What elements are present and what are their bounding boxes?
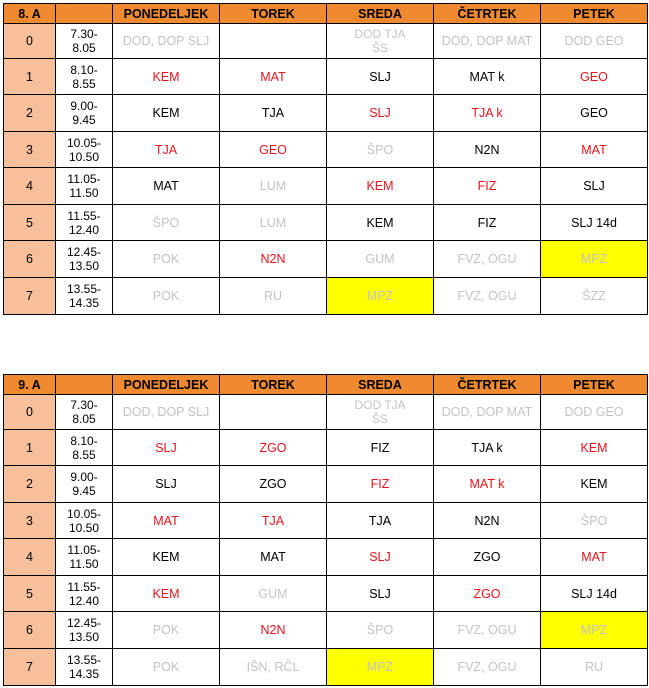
period-number: 7 — [4, 278, 56, 315]
lesson-cell-wednesday: ŠPO — [327, 132, 434, 168]
lesson-cell-thursday: DOD, DOP MAT — [434, 395, 541, 430]
lesson-cell-tuesday: IŠN, RČL — [220, 649, 327, 686]
lesson-row — [4, 539, 648, 576]
lesson-cell-wednesday: KEM — [327, 205, 434, 241]
lesson-cell-monday: KEM — [113, 95, 220, 132]
period-number: 1 — [4, 430, 56, 466]
period-number: 0 — [4, 24, 56, 59]
period-number: 4 — [4, 168, 56, 205]
period-time-start: 11.55- — [67, 579, 101, 594]
lesson-cell-tuesday: TJA — [220, 503, 327, 539]
time-header — [56, 4, 113, 24]
lesson-cell-line: DOD TJA — [354, 398, 406, 412]
lesson-cell-wednesday: MPZ — [327, 278, 434, 315]
lesson-cell-monday: POK — [113, 649, 220, 686]
day-header-tuesday: TOREK — [220, 375, 327, 395]
header-row — [4, 375, 648, 395]
lesson-cell-tuesday: MAT — [220, 539, 327, 576]
period-time-end: 11.50 — [69, 186, 99, 200]
period-time-end: 8.55 — [72, 447, 96, 462]
period-number: 3 — [4, 132, 56, 168]
lesson-cell-friday: MAT — [541, 132, 648, 168]
lesson-cell-friday: MPZ — [541, 241, 648, 278]
lesson-cell-line: DOD TJA — [354, 27, 406, 41]
lesson-cell-thursday: N2N — [434, 503, 541, 539]
lesson-row — [4, 395, 648, 430]
header-row — [4, 4, 648, 24]
day-header-monday: PONEDELJEK — [113, 375, 220, 395]
class-label: 8. A — [4, 4, 56, 24]
lesson-cell-friday: RU — [541, 649, 648, 686]
period-time-start: 13.55- — [66, 282, 102, 296]
period-time — [56, 24, 113, 59]
period-time — [56, 539, 113, 576]
lesson-row — [4, 612, 648, 649]
period-time — [56, 395, 113, 430]
period-time-end: 8.55 — [72, 76, 96, 91]
day-header-thursday: ČETRTEK — [434, 4, 541, 24]
lesson-cell-thursday: ZGO — [434, 576, 541, 612]
lesson-cell-monday: MAT — [113, 168, 220, 205]
period-number: 7 — [4, 649, 56, 686]
lesson-row — [4, 430, 648, 466]
lesson-cell-thursday: FIZ — [434, 205, 541, 241]
period-time-start: 11.55- — [67, 208, 101, 223]
period-number: 0 — [4, 395, 56, 430]
lesson-cell-monday: KEM — [113, 539, 220, 576]
period-time-end: 12.40 — [68, 222, 100, 237]
lesson-cell-thursday: ZGO — [434, 539, 541, 576]
period-time — [56, 430, 113, 466]
lesson-cell-tuesday: LUM — [220, 205, 327, 241]
period-time-end: 10.50 — [68, 520, 100, 535]
period-time-start: 11.05- — [67, 543, 101, 557]
lesson-cell-thursday: N2N — [434, 132, 541, 168]
lesson-cell-friday: SLJ — [541, 168, 648, 205]
lesson-cell-tuesday: TJA — [220, 95, 327, 132]
lesson-cell-tuesday: LUM — [220, 168, 327, 205]
lesson-cell-wednesday: ŠPO — [327, 612, 434, 649]
lesson-row — [4, 576, 648, 612]
lesson-row — [4, 168, 648, 205]
period-time-start: 10.05- — [66, 506, 102, 521]
period-number: 2 — [4, 95, 56, 132]
lesson-cell-wednesday: SLJ — [327, 539, 434, 576]
period-number: 6 — [4, 241, 56, 278]
day-header-thursday: ČETRTEK — [434, 375, 541, 395]
period-time — [56, 612, 113, 649]
period-time-end: 9.45 — [72, 113, 96, 127]
period-time-start: 12.45- — [66, 616, 102, 630]
lesson-cell-friday: SLJ 14d — [541, 576, 648, 612]
lesson-cell-thursday: FVZ, OGU — [434, 278, 541, 315]
lesson-row — [4, 132, 648, 168]
period-time-end: 8.05 — [72, 41, 96, 55]
lesson-row — [4, 466, 648, 503]
period-time — [56, 132, 113, 168]
lesson-cell-thursday: MAT k — [434, 466, 541, 503]
period-number: 3 — [4, 503, 56, 539]
lesson-cell-friday: ŠPO — [541, 503, 648, 539]
day-header-friday: PETEK — [541, 375, 648, 395]
lesson-cell-monday: DOD, DOP SLJ — [113, 24, 220, 59]
period-time-start: 12.45- — [66, 245, 102, 259]
period-time — [56, 59, 113, 95]
lesson-cell-thursday: FVZ, OGU — [434, 612, 541, 649]
lesson-cell-thursday: FIZ — [434, 168, 541, 205]
lesson-cell-friday: ŠZZ — [541, 278, 648, 315]
period-time-start: 7.30- — [70, 398, 98, 412]
lesson-cell-line: ŠS — [371, 41, 388, 55]
lesson-cell-monday: KEM — [113, 59, 220, 95]
lesson-cell-monday: POK — [113, 241, 220, 278]
lesson-cell-wednesday: GUM — [327, 241, 434, 278]
period-time-end: 14.35 — [68, 667, 100, 681]
lesson-cell-friday: DOD GEO — [541, 24, 648, 59]
period-time — [56, 576, 113, 612]
timetable-9a — [3, 374, 648, 686]
lesson-cell-wednesday — [327, 24, 434, 59]
period-time-end: 13.50 — [68, 630, 100, 644]
period-time-start: 9.00- — [70, 99, 98, 113]
period-time — [56, 168, 113, 205]
lesson-cell-thursday: MAT k — [434, 59, 541, 95]
lesson-cell-monday: ŠPO — [113, 205, 220, 241]
class-label: 9. A — [4, 375, 56, 395]
lesson-cell-wednesday: SLJ — [327, 576, 434, 612]
lesson-cell-monday: TJA — [113, 132, 220, 168]
day-header-wednesday: SREDA — [327, 4, 434, 24]
lesson-cell-tuesday: ZGO — [220, 466, 327, 503]
lesson-cell-monday: SLJ — [113, 430, 220, 466]
lesson-cell-thursday: FVZ, OGU — [434, 241, 541, 278]
lesson-cell-monday: POK — [113, 612, 220, 649]
period-time — [56, 95, 113, 132]
lesson-cell-friday: DOD GEO — [541, 395, 648, 430]
lesson-cell-wednesday — [327, 395, 434, 430]
lesson-cell-thursday: FVZ, OGU — [434, 649, 541, 686]
lesson-row — [4, 24, 648, 59]
day-header-wednesday: SREDA — [327, 375, 434, 395]
lesson-cell-monday: POK — [113, 278, 220, 315]
period-time — [56, 205, 113, 241]
lesson-cell-tuesday: N2N — [220, 612, 327, 649]
lesson-cell-wednesday: FIZ — [327, 430, 434, 466]
period-time-start: 10.05- — [66, 135, 102, 150]
lesson-cell-thursday: DOD, DOP MAT — [434, 24, 541, 59]
lesson-cell-tuesday — [220, 395, 327, 430]
period-time-start: 7.30- — [70, 27, 98, 41]
lesson-cell-friday: SLJ 14d — [541, 205, 648, 241]
day-header-monday: PONEDELJEK — [113, 4, 220, 24]
period-number: 6 — [4, 612, 56, 649]
period-time-end: 9.45 — [72, 484, 96, 498]
day-header-friday: PETEK — [541, 4, 648, 24]
lesson-cell-tuesday: MAT — [220, 59, 327, 95]
lesson-cell-thursday: TJA k — [434, 95, 541, 132]
period-number: 1 — [4, 59, 56, 95]
lesson-cell-wednesday: FIZ — [327, 466, 434, 503]
period-time — [56, 503, 113, 539]
period-time-end: 13.50 — [68, 259, 100, 273]
period-time — [56, 466, 113, 503]
lesson-cell-monday: DOD, DOP SLJ — [113, 395, 220, 430]
lesson-cell-tuesday: N2N — [220, 241, 327, 278]
period-number: 5 — [4, 576, 56, 612]
lesson-cell-tuesday: GUM — [220, 576, 327, 612]
lesson-cell-line: ŠS — [371, 412, 388, 426]
period-time-end: 12.40 — [68, 593, 100, 608]
lesson-cell-friday: GEO — [541, 95, 648, 132]
time-header — [56, 375, 113, 395]
period-number: 4 — [4, 539, 56, 576]
period-time-end: 11.50 — [69, 557, 99, 571]
lesson-row — [4, 95, 648, 132]
lesson-cell-wednesday: SLJ — [327, 59, 434, 95]
period-time-end: 10.50 — [68, 149, 100, 164]
period-time — [56, 278, 113, 315]
lesson-cell-tuesday: RU — [220, 278, 327, 315]
lesson-cell-monday: KEM — [113, 576, 220, 612]
lesson-cell-friday: KEM — [541, 430, 648, 466]
lesson-cell-friday: GEO — [541, 59, 648, 95]
period-time-start: 9.00- — [70, 470, 98, 484]
lesson-row — [4, 278, 648, 315]
lesson-cell-monday: SLJ — [113, 466, 220, 503]
lesson-cell-thursday: TJA k — [434, 430, 541, 466]
lesson-cell-wednesday: MPZ — [327, 649, 434, 686]
lesson-cell-wednesday: SLJ — [327, 95, 434, 132]
lesson-row — [4, 241, 648, 278]
day-header-tuesday: TOREK — [220, 4, 327, 24]
lesson-cell-monday: MAT — [113, 503, 220, 539]
period-number: 5 — [4, 205, 56, 241]
period-time — [56, 649, 113, 686]
lesson-row — [4, 503, 648, 539]
lesson-cell-friday: MPZ — [541, 612, 648, 649]
lesson-cell-tuesday — [220, 24, 327, 59]
period-time-start: 13.55- — [66, 653, 102, 667]
period-time-end: 14.35 — [68, 296, 100, 310]
lesson-cell-wednesday: KEM — [327, 168, 434, 205]
lesson-row — [4, 205, 648, 241]
period-time-start: 8.10- — [70, 433, 98, 448]
lesson-cell-wednesday: TJA — [327, 503, 434, 539]
timetable-8a — [3, 3, 648, 315]
period-time-end: 8.05 — [72, 412, 96, 426]
lesson-cell-friday: MAT — [541, 539, 648, 576]
lesson-cell-tuesday: GEO — [220, 132, 327, 168]
lesson-row — [4, 649, 648, 686]
lesson-cell-tuesday: ZGO — [220, 430, 327, 466]
period-time — [56, 241, 113, 278]
period-time-start: 8.10- — [70, 62, 98, 77]
period-number: 2 — [4, 466, 56, 503]
lesson-cell-friday: KEM — [541, 466, 648, 503]
lesson-row — [4, 59, 648, 95]
period-time-start: 11.05- — [67, 172, 101, 186]
